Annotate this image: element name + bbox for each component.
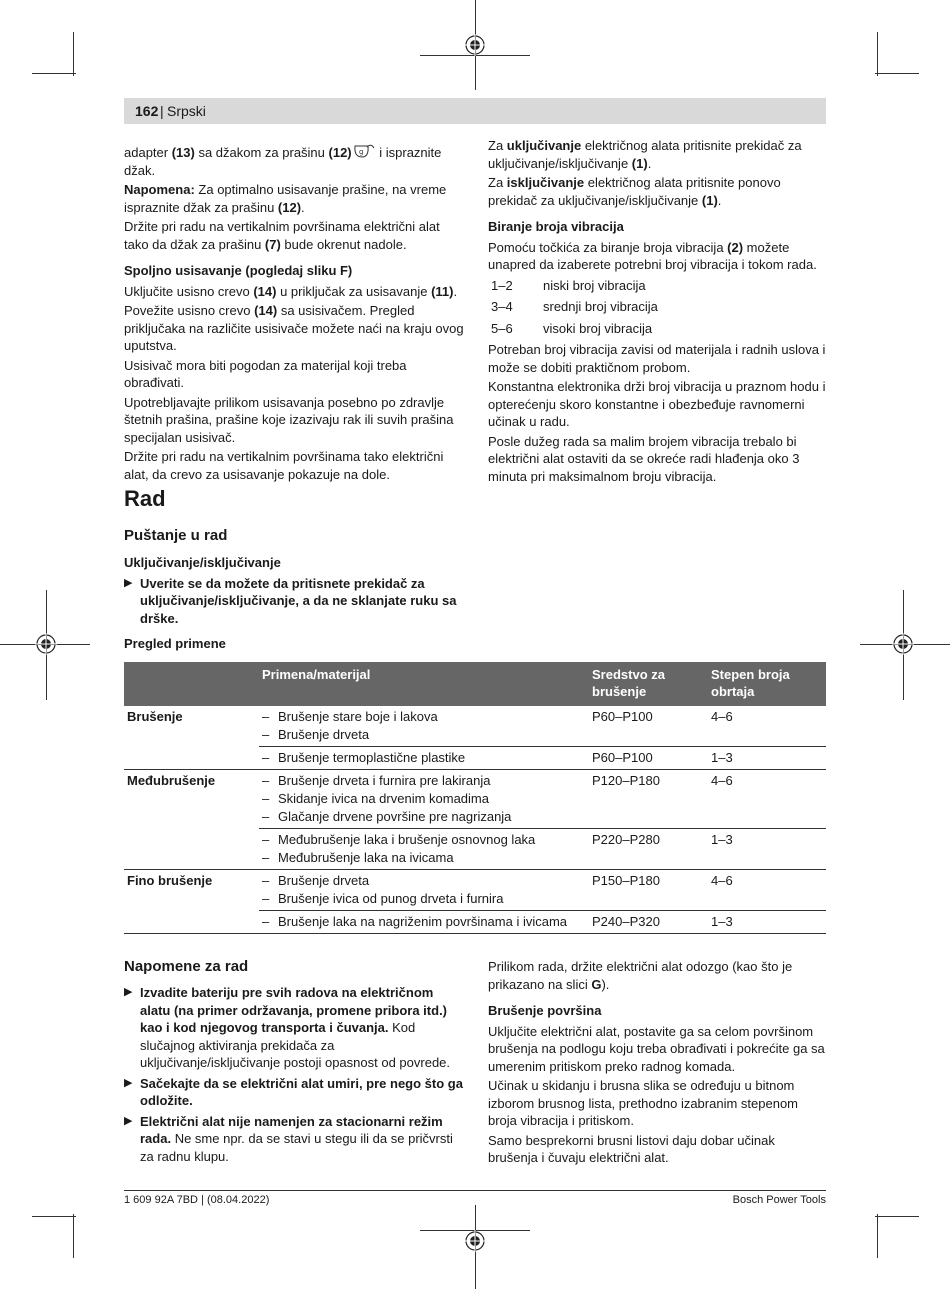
table-header-row [124,662,826,706]
paragraph: Uključite električni alat, postavite ga sa celom površinom brušenja na podlogu koju treba obrađivati i pokrećite ga sa umerenim pritiskom preko radnog komada. [488,1023,825,1074]
material-cell: – Brušenje stare boje i lakova – Brušenje drveta [259,706,589,747]
speed-cell: 1–3 [708,911,826,934]
crop-mark [73,1214,74,1258]
header-language: Srpski [167,103,206,119]
vibration-level-row: 3–4 srednji broj vibracija [491,299,658,314]
crop-mark [32,1216,76,1217]
crop-mark [73,32,74,76]
arrow-icon: ▶ [124,1114,133,1127]
notes-block [124,984,464,1168]
section-heading: Uključivanje/isključivanje [124,555,281,570]
table-row [124,706,826,747]
abrasive-cell: P60–P100 [589,747,708,770]
application-table [124,662,826,934]
header-divider: | [160,103,164,119]
registration-mark-icon [464,34,486,56]
paragraph: Učinak u skidanju i brusna slika se određuju u bitnom izborom brusnog lista, prethodno izabranim stepenom broja vibracija i pritiskom. [488,1078,799,1128]
page-number: 162 [135,103,159,119]
document-id: 1 609 92A 7BD | (08.04.2022) [124,1194,270,1206]
safety-bullet: ▶ Sačekajte da se električni alat umiri, pre nego što ga odložite. [124,1075,463,1108]
paragraph: adapter (13) sa džakom za prašinu (12) g i ispraznite džak. [124,142,464,179]
material-cell: – Brušenje drveta – Brušenje ivica od punog drveta i furnira [259,870,589,911]
abrasive-cell: P120–P180 [589,770,708,829]
section-heading: Pregled primene [124,636,226,651]
abrasive-cell: P240–P320 [589,911,708,934]
crop-mark [875,73,919,74]
table-row [124,770,826,829]
speed-cell: 1–3 [708,747,826,770]
vibration-level-row: 1–2 niski broj vibracija [491,277,646,293]
crop-mark [877,32,878,76]
registration-mark-icon [892,633,914,655]
arrow-icon: ▶ [124,576,133,589]
abrasive-cell: P60–P100 [589,706,708,747]
paragraph: Usisivač mora biti pogodan za materijal koji treba obrađivati. [124,357,407,390]
brand-name: Bosch Power Tools [732,1194,826,1206]
speed-cell: 1–3 [708,829,826,870]
arrow-icon: ▶ [124,986,133,998]
page-footer [124,1190,826,1206]
paragraph: Potreban broj vibracija zavisi od materijala i radnih uslova i može se dobiti praktičnom probom. [488,342,826,375]
crop-mark [875,1216,919,1217]
table-header [124,662,259,706]
table-header: Primena/materijal [259,662,589,706]
dust-bag-icon [352,142,376,160]
material-cell: – Brušenje drveta i furnira pre lakiranja – Skidanje ivica na drvenim komadima – Glačanje drvene površine pre nagrizanja [259,770,589,829]
subsection-title: Napomene za rad [124,958,249,975]
vibration-level-row: 5–6 visoki broj vibracija [491,320,653,336]
arrow-icon: ▶ [124,1076,133,1089]
paragraph: Posle dužeg rada sa malim brojem vibracija trebalo bi električni alat ostaviti da se okreće radi hlađenja oko 3 minuta pri maksimalnom broju vibracija. [488,433,800,484]
safety-bullet: ▶ Električni alat nije namenjen za stacionarni režim rada. Ne sme npr. da se stavi u stegu ili da se pričvrsti za radnu klupu. [124,1113,453,1164]
paragraph: Za isključivanje električnog alata pritisnite ponovo prekidač za uključivanje/isključivanje (1). [488,175,781,208]
material-cell: – Brušenje termoplastične plastike [259,747,589,770]
safety-bullet: ▶ Uverite se da možete da pritisnete prekidač za uključivanje/isključivanje, a da ne sklanjate ruku sa drške. [124,575,457,626]
abrasive-cell: P220–P280 [589,829,708,870]
category-cell: Brušenje [124,706,259,770]
section-heading: Brušenje površina [488,1003,602,1018]
table-header: Stepen broja obrtaja [708,662,826,706]
right-bottom-column [488,958,828,1169]
table-row [124,870,826,911]
material-cell: – Brušenje laka na nagriženim površinama i ivicama [259,911,589,934]
speed-cell: 4–6 [708,870,826,911]
registration-mark-icon [464,1230,486,1252]
right-column [488,137,828,487]
safety-bullet: ▶ Izvadite bateriju pre svih radova na električnom alatu (na primer održavanja, promene pribora itd.) kao i kod njegovog transporta i čuvanja. Kod slučajnog aktiviranja prekidača za uključivanje/isključivanje postoji opasnost od povrede. [124,985,451,1070]
abrasive-cell: P150–P180 [589,870,708,911]
table-header: Sredstvo za brušenje [589,662,708,706]
speed-cell: 4–6 [708,706,826,747]
paragraph: Samo besprekorni brusni listovi daju dobar učinak brušenja i čuvaju električni alat. [488,1132,775,1165]
paragraph: Za uključivanje električnog alata pritisnite prekidač za uključivanje/isključivanje (1). [488,138,802,171]
page-header [124,98,826,124]
svg-text:g: g [358,148,364,156]
paragraph: Povežite usisno crevo (14) sa usisivačem. Pregled priključaka na različite usisivače možete naći na kraju ovog uputstva. [124,303,464,353]
section-heading: Spoljno usisavanje (pogledaj sliku F) [124,263,353,278]
subsection-title: Puštanje u rad [124,527,228,544]
category-cell: Međubrušenje [124,770,259,870]
paragraph: Držite pri radu na vertikalnim površinama električni alat tako da džak za prašinu (7) bude okrenut nadole. [124,219,440,252]
section-heading: Biranje broja vibracija [488,219,624,234]
left-column [124,142,464,485]
paragraph: Držite pri radu na vertikalnim površinama tako električni alat, da crevo za usisavanje pokazuje na dole. [124,449,444,482]
paragraph: Napomena: Za optimalno usisavanje prašine, na vreme ispraznite džak za prašinu (12). [124,182,447,215]
paragraph: Pomoću točkića za biranje broja vibracija (2) možete unapred da izaberete potrebni broj vibracija i tokom rada. [488,239,817,272]
paragraph: Prilikom rada, držite električni alat odozgo (kao što je prikazano na slici G). [488,959,793,992]
speed-cell: 4–6 [708,770,826,829]
paragraph: Upotrebljavajte prilikom usisavanja posebno po zdravlje štetnih prašina, prašine koje izazivaju rak ili suvih prašina specijalan usisivač. [124,394,454,445]
paragraph: Uključite usisno crevo (14) u priključak za usisavanje (11). [124,283,458,299]
crop-mark [32,73,76,74]
section-title: Rad [124,486,166,511]
material-cell: – Međubrušenje laka i brušenje osnovnog laka – Međubrušenje laka na ivicama [259,829,589,870]
paragraph: Konstantna elektronika drži broj vibracija u praznom hodu i opterećenju skoro konstantne i obezbeđuje ravnomerni učinak u radu. [488,379,826,429]
registration-mark-icon [35,633,57,655]
crop-mark [877,1214,878,1258]
category-cell: Fino brušenje [124,870,259,934]
startup-block [124,554,464,656]
